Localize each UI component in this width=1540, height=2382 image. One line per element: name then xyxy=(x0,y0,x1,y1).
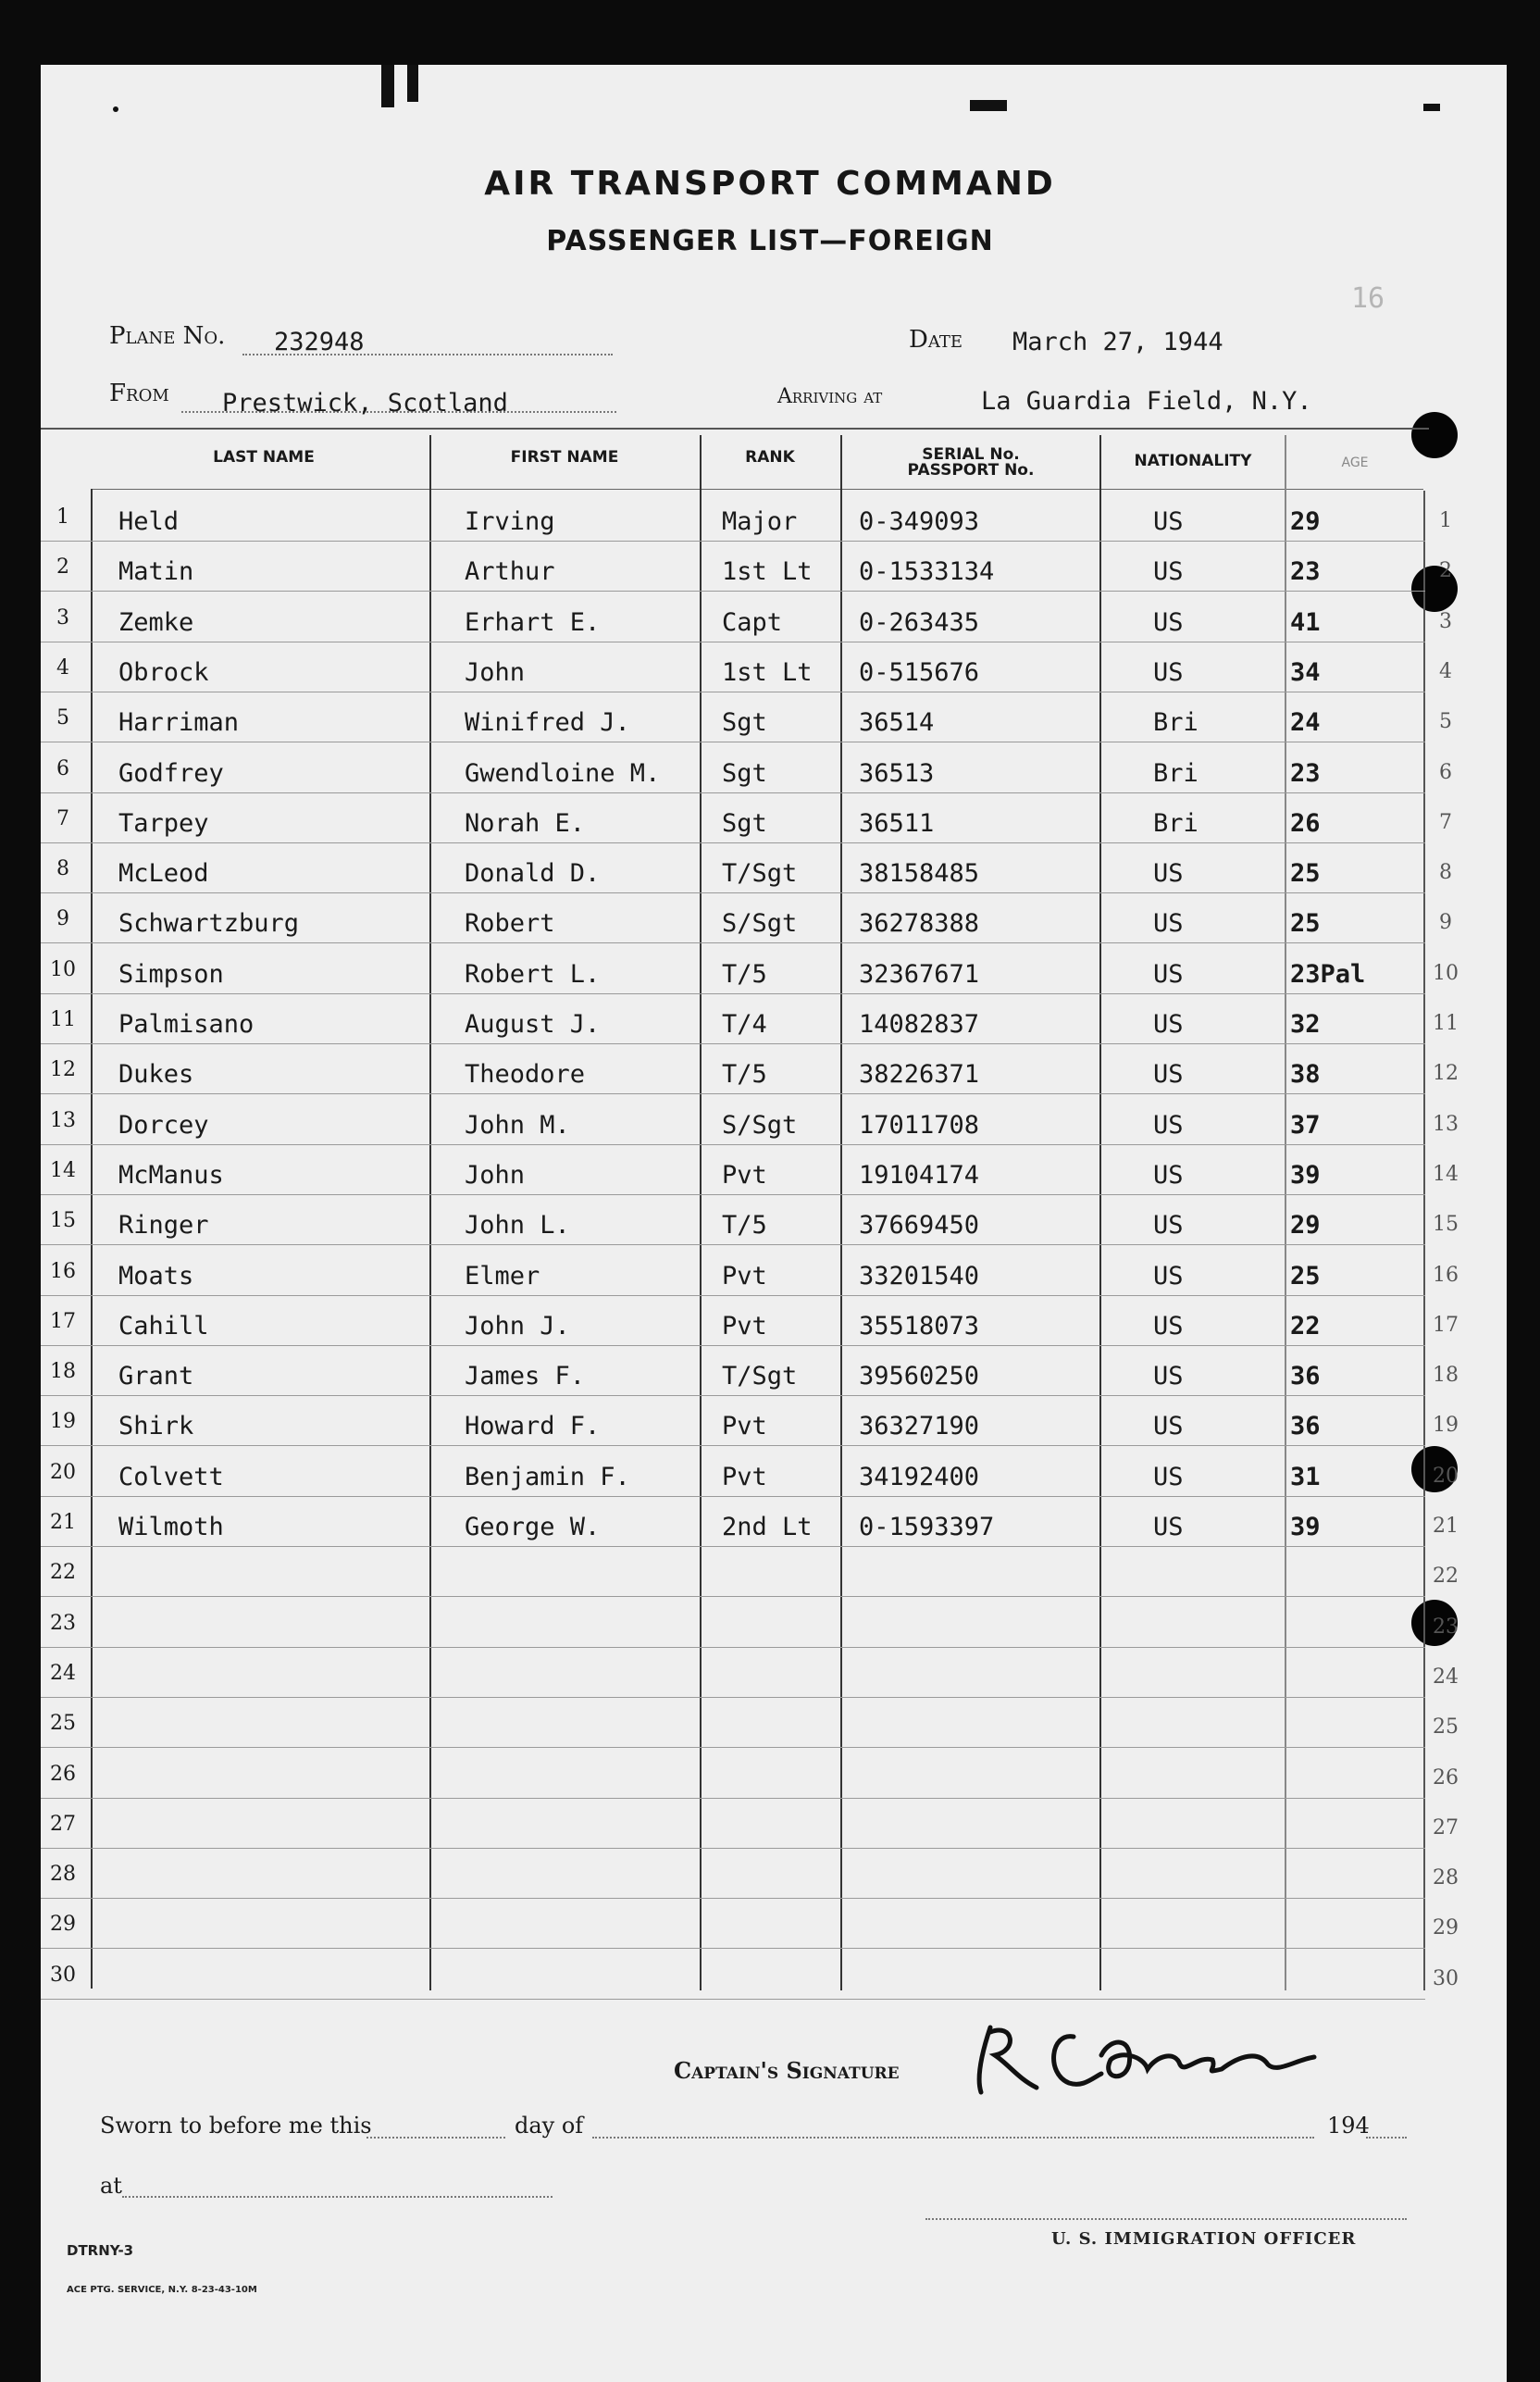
day-of-label: day of xyxy=(515,2113,584,2139)
col-divider xyxy=(1423,491,1425,1990)
last-name-cell: Dukes xyxy=(118,1060,194,1089)
serial-cell: 36514 xyxy=(859,708,935,737)
row-number-right: 22 xyxy=(1433,1565,1459,1588)
first-name-cell: James F. xyxy=(465,1362,586,1391)
age-cell: 23 xyxy=(1290,557,1321,586)
nationality-cell: US xyxy=(1153,1010,1184,1039)
row-number-right: 23 xyxy=(1433,1615,1459,1639)
col-divider xyxy=(1099,435,1101,1990)
rank-cell: S/Sgt xyxy=(722,909,798,938)
row-number-right: 15 xyxy=(1433,1213,1459,1236)
row-number-right: 16 xyxy=(1433,1264,1459,1287)
first-name-cell: Elmer xyxy=(465,1262,540,1291)
nationality-cell: US xyxy=(1153,1161,1184,1190)
serial-cell: 17011708 xyxy=(859,1111,980,1140)
row-number: 26 xyxy=(50,1763,76,1786)
row-number: 5 xyxy=(56,706,69,730)
nationality-cell: Bri xyxy=(1153,759,1198,788)
row-number-right: 5 xyxy=(1439,710,1452,733)
row-rule xyxy=(41,1747,1425,1748)
row-rule xyxy=(41,1144,1425,1145)
last-name-cell: Grant xyxy=(118,1362,194,1391)
first-name-cell: Benjamin F. xyxy=(465,1463,630,1491)
row-number-right: 10 xyxy=(1433,962,1459,985)
nationality-cell: US xyxy=(1153,909,1184,938)
age-cell: 23 xyxy=(1290,759,1321,788)
row-rule xyxy=(41,1948,1425,1949)
row-number-right: 30 xyxy=(1433,1967,1459,1990)
row-number-right: 2 xyxy=(1439,559,1452,582)
officer-signature-line xyxy=(925,2218,1407,2220)
form-subtitle: PASSENGER LIST—FOREIGN xyxy=(546,225,994,257)
nationality-cell: US xyxy=(1153,1463,1184,1491)
row-rule xyxy=(41,1697,1425,1698)
rank-cell: S/Sgt xyxy=(722,1111,798,1140)
row-number: 3 xyxy=(56,606,69,630)
col-header-last-name: LAST NAME xyxy=(213,448,315,467)
row-rule xyxy=(41,1295,1425,1296)
serial-cell: 0-349093 xyxy=(859,507,980,536)
age-cell: 37 xyxy=(1290,1111,1321,1140)
rank-cell: 2nd Lt xyxy=(722,1513,813,1541)
col-header-first-name: FIRST NAME xyxy=(510,448,619,467)
serial-cell: 38226371 xyxy=(859,1060,980,1089)
nationality-cell: Bri xyxy=(1153,708,1198,737)
row-rule xyxy=(41,1496,1425,1497)
plane-value: 232948 xyxy=(274,328,365,356)
from-label: From xyxy=(109,380,169,407)
first-name-cell: Robert L. xyxy=(465,960,601,989)
age-cell: 25 xyxy=(1290,909,1321,938)
date-label: Date xyxy=(909,326,963,354)
serial-cell: 35518073 xyxy=(859,1312,980,1341)
row-number-right: 6 xyxy=(1439,761,1452,784)
scan-mark xyxy=(970,100,1007,111)
nationality-cell: US xyxy=(1153,960,1184,989)
row-rule xyxy=(41,1647,1425,1648)
nationality-cell: US xyxy=(1153,1111,1184,1140)
scan-mark xyxy=(407,65,418,102)
row-number-right: 1 xyxy=(1439,509,1452,532)
age-cell: 32 xyxy=(1290,1010,1321,1039)
age-cell: 39 xyxy=(1290,1161,1321,1190)
row-number-right: 12 xyxy=(1433,1062,1459,1085)
row-number: 16 xyxy=(50,1260,76,1283)
first-name-cell: Gwendloine M. xyxy=(465,759,661,788)
year-prefix: 194 xyxy=(1327,2113,1370,2139)
serial-cell: 14082837 xyxy=(859,1010,980,1039)
table-top-rule xyxy=(41,428,1429,430)
age-cell: 25 xyxy=(1290,1262,1321,1291)
row-number-right: 28 xyxy=(1433,1866,1459,1889)
age-cell: 29 xyxy=(1290,1211,1321,1240)
from-value: Prestwick, Scotland xyxy=(222,389,508,418)
row-number-right: 18 xyxy=(1433,1364,1459,1387)
row-number: 18 xyxy=(50,1360,76,1383)
age-cell: 26 xyxy=(1290,809,1321,838)
rank-cell: T/5 xyxy=(722,1211,767,1240)
nationality-cell: US xyxy=(1153,658,1184,687)
rank-cell: Major xyxy=(722,507,798,536)
punch-hole xyxy=(1411,412,1458,458)
row-number: 6 xyxy=(56,757,69,780)
last-name-cell: Cahill xyxy=(118,1312,209,1341)
serial-cell: 39560250 xyxy=(859,1362,980,1391)
row-number-right: 7 xyxy=(1439,811,1452,834)
row-number: 11 xyxy=(50,1008,76,1031)
row-number: 15 xyxy=(50,1209,76,1232)
rank-cell: Sgt xyxy=(722,809,767,838)
row-number: 2 xyxy=(56,555,69,579)
header-bottom-rule xyxy=(91,489,1423,490)
row-rule xyxy=(41,1043,1425,1044)
last-name-cell: Harriman xyxy=(118,708,240,737)
rank-cell: 1st Lt xyxy=(722,557,813,586)
rank-cell: Pvt xyxy=(722,1412,767,1440)
age-cell: 23Pal xyxy=(1290,960,1366,989)
row-number: 8 xyxy=(56,857,69,880)
row-number-right: 4 xyxy=(1439,660,1452,683)
age-cell: 38 xyxy=(1290,1060,1321,1089)
scan-mark xyxy=(113,106,118,112)
serial-cell: 0-515676 xyxy=(859,658,980,687)
rank-cell: T/5 xyxy=(722,960,767,989)
last-name-cell: Colvett xyxy=(118,1463,224,1491)
first-name-cell: August J. xyxy=(465,1010,601,1039)
at-dots xyxy=(122,2196,553,2198)
serial-cell: 32367671 xyxy=(859,960,980,989)
first-name-cell: Erhart E. xyxy=(465,608,601,637)
serial-cell: 33201540 xyxy=(859,1262,980,1291)
nationality-cell: US xyxy=(1153,859,1184,888)
row-number: 13 xyxy=(50,1109,76,1132)
rank-cell: T/Sgt xyxy=(722,1362,798,1391)
row-number: 23 xyxy=(50,1612,76,1635)
nationality-cell: US xyxy=(1153,557,1184,586)
row-rule xyxy=(41,1596,1425,1597)
nationality-cell: US xyxy=(1153,1312,1184,1341)
rank-cell: Pvt xyxy=(722,1312,767,1341)
row-rule xyxy=(41,1848,1425,1849)
nationality-cell: Bri xyxy=(1153,809,1198,838)
first-name-cell: Irving xyxy=(465,507,555,536)
serial-cell: 0-1593397 xyxy=(859,1513,995,1541)
year-dots xyxy=(1366,2137,1407,2139)
first-name-cell: Howard F. xyxy=(465,1412,601,1440)
last-name-cell: Moats xyxy=(118,1262,194,1291)
last-name-cell: Zemke xyxy=(118,608,194,637)
date-value: March 27, 1944 xyxy=(1012,328,1223,356)
serial-cell: 36327190 xyxy=(859,1412,980,1440)
row-rule xyxy=(41,1194,1425,1195)
serial-cell: 36511 xyxy=(859,809,935,838)
nationality-cell: US xyxy=(1153,1513,1184,1541)
last-name-cell: Dorcey xyxy=(118,1111,209,1140)
row-number: 10 xyxy=(50,958,76,981)
serial-cell: 19104174 xyxy=(859,1161,980,1190)
row-number: 22 xyxy=(50,1561,76,1584)
first-name-cell: Robert xyxy=(465,909,555,938)
arriving-value: La Guardia Field, N.Y. xyxy=(981,387,1312,416)
first-name-cell: Theodore xyxy=(465,1060,586,1089)
age-cell: 36 xyxy=(1290,1362,1321,1391)
row-rule xyxy=(41,1345,1425,1346)
last-name-cell: Tarpey xyxy=(118,809,209,838)
row-number-right: 9 xyxy=(1439,911,1452,934)
age-cell: 29 xyxy=(1290,507,1321,536)
row-rule xyxy=(41,1445,1425,1446)
printer-line: ACE PTG. SERVICE, N.Y. 8-23-43-10M xyxy=(67,2285,257,2295)
row-rule xyxy=(41,1244,1425,1245)
row-number-right: 27 xyxy=(1433,1816,1459,1840)
last-name-cell: Held xyxy=(118,507,180,536)
nationality-cell: US xyxy=(1153,507,1184,536)
serial-cell: 0-263435 xyxy=(859,608,980,637)
first-name-cell: Norah E. xyxy=(465,809,586,838)
row-rule xyxy=(41,842,1425,843)
col-divider xyxy=(700,435,702,1990)
row-number-right: 3 xyxy=(1439,610,1452,633)
scan-mark xyxy=(381,65,394,107)
row-number: 28 xyxy=(50,1863,76,1886)
row-number-right: 17 xyxy=(1433,1314,1459,1337)
last-name-cell: Simpson xyxy=(118,960,224,989)
last-name-cell: Palmisano xyxy=(118,1010,255,1039)
row-number: 20 xyxy=(50,1461,76,1484)
last-name-cell: Obrock xyxy=(118,658,209,687)
row-rule xyxy=(41,1898,1425,1899)
row-rule xyxy=(41,1093,1425,1094)
form-code: DTRNY-3 xyxy=(67,2242,134,2259)
col-divider xyxy=(429,435,431,1990)
nationality-cell: US xyxy=(1153,1412,1184,1440)
first-name-cell: Winifred J. xyxy=(465,708,630,737)
rank-cell: Pvt xyxy=(722,1463,767,1491)
row-number: 4 xyxy=(56,656,69,680)
row-number-right: 29 xyxy=(1433,1916,1459,1939)
row-number: 25 xyxy=(50,1712,76,1735)
row-rule xyxy=(41,1546,1425,1547)
rank-cell: Sgt xyxy=(722,708,767,737)
at-label: at xyxy=(100,2173,122,2199)
serial-cell: 36278388 xyxy=(859,909,980,938)
row-number: 24 xyxy=(50,1662,76,1685)
immigration-officer-label: U. S. IMMIGRATION OFFICER xyxy=(1051,2229,1357,2249)
col-header-rank: RANK xyxy=(745,448,795,467)
serial-cell: 0-1533134 xyxy=(859,557,995,586)
nationality-cell: US xyxy=(1153,608,1184,637)
serial-cell: 37669450 xyxy=(859,1211,980,1240)
nationality-cell: US xyxy=(1153,1362,1184,1391)
nationality-cell: US xyxy=(1153,1262,1184,1291)
age-cell: 22 xyxy=(1290,1312,1321,1341)
last-name-cell: Shirk xyxy=(118,1412,194,1440)
day-of-dots xyxy=(592,2137,1314,2139)
serial-cell: 34192400 xyxy=(859,1463,980,1491)
row-rule xyxy=(41,792,1425,793)
rank-cell: T/Sgt xyxy=(722,859,798,888)
row-number-right: 24 xyxy=(1433,1665,1459,1689)
row-number-right: 11 xyxy=(1433,1012,1459,1035)
row-number-right: 19 xyxy=(1433,1414,1459,1437)
rank-cell: Capt xyxy=(722,608,783,637)
row-number: 14 xyxy=(50,1159,76,1182)
arriving-label: Arriving at xyxy=(777,385,883,408)
row-number: 1 xyxy=(56,505,69,529)
row-number: 12 xyxy=(50,1058,76,1081)
row-rule xyxy=(41,1798,1425,1799)
first-name-cell: John L. xyxy=(465,1211,570,1240)
row-number-right: 26 xyxy=(1433,1766,1459,1790)
row-number: 30 xyxy=(50,1964,76,1987)
rank-cell: T/5 xyxy=(722,1060,767,1089)
first-name-cell: George W. xyxy=(465,1513,601,1541)
first-name-cell: Donald D. xyxy=(465,859,601,888)
row-number: 21 xyxy=(50,1511,76,1534)
sworn-dots xyxy=(366,2137,505,2139)
sworn-label: Sworn to before me this xyxy=(100,2113,372,2139)
row-number: 9 xyxy=(56,907,69,930)
last-name-cell: McLeod xyxy=(118,859,209,888)
last-name-cell: Matin xyxy=(118,557,194,586)
row-number: 19 xyxy=(50,1410,76,1433)
rank-cell: Pvt xyxy=(722,1161,767,1190)
first-name-cell: Arthur xyxy=(465,557,555,586)
rank-cell: Pvt xyxy=(722,1262,767,1291)
row-rule xyxy=(41,993,1425,994)
col-header-age: AGE xyxy=(1341,455,1369,470)
row-number-right: 25 xyxy=(1433,1715,1459,1739)
nationality-cell: US xyxy=(1153,1211,1184,1240)
row-number: 29 xyxy=(50,1913,76,1936)
col-header-nationality: NATIONALITY xyxy=(1134,452,1252,470)
age-cell: 34 xyxy=(1290,658,1321,687)
col-divider xyxy=(1285,435,1286,1990)
last-name-cell: Schwartzburg xyxy=(118,909,300,938)
captain-signature-label: Captain's Signature xyxy=(674,2057,900,2084)
rank-cell: T/4 xyxy=(722,1010,767,1039)
row-rule xyxy=(41,892,1425,893)
row-number-right: 21 xyxy=(1433,1515,1459,1538)
age-cell: 25 xyxy=(1290,859,1321,888)
col-divider xyxy=(840,435,842,1990)
row-number: 7 xyxy=(56,807,69,830)
corner-stamp: 16 xyxy=(1351,282,1385,315)
last-name-cell: McManus xyxy=(118,1161,224,1190)
row-number: 27 xyxy=(50,1813,76,1836)
last-name-cell: Wilmoth xyxy=(118,1513,224,1541)
col-header-serial: SERIAL No. xyxy=(922,445,1020,464)
row-number-right: 8 xyxy=(1439,861,1452,884)
age-cell: 31 xyxy=(1290,1463,1321,1491)
row-rule xyxy=(41,1395,1425,1396)
last-name-cell: Ringer xyxy=(118,1211,209,1240)
age-cell: 41 xyxy=(1290,608,1321,637)
col-header-passport: PASSPORT No. xyxy=(907,461,1035,480)
row-number: 17 xyxy=(50,1310,76,1333)
age-cell: 39 xyxy=(1290,1513,1321,1541)
row-rule xyxy=(41,942,1425,943)
rank-cell: Sgt xyxy=(722,759,767,788)
age-cell: 24 xyxy=(1290,708,1321,737)
form-title: AIR TRANSPORT COMMAND xyxy=(484,165,1056,203)
nationality-cell: US xyxy=(1153,1060,1184,1089)
row-number-right: 20 xyxy=(1433,1465,1459,1488)
col-divider xyxy=(91,489,93,1989)
row-number-right: 13 xyxy=(1433,1113,1459,1136)
first-name-cell: John M. xyxy=(465,1111,570,1140)
serial-cell: 36513 xyxy=(859,759,935,788)
age-cell: 36 xyxy=(1290,1412,1321,1440)
row-rule xyxy=(41,591,1425,592)
first-name-cell: John J. xyxy=(465,1312,570,1341)
row-number-right: 14 xyxy=(1433,1163,1459,1186)
scan-mark xyxy=(1423,104,1440,111)
rank-cell: 1st Lt xyxy=(722,658,813,687)
first-name-cell: John xyxy=(465,1161,526,1190)
plane-label: Plane No. xyxy=(109,322,226,350)
first-name-cell: John xyxy=(465,658,526,687)
serial-cell: 38158485 xyxy=(859,859,980,888)
last-name-cell: Godfrey xyxy=(118,759,224,788)
row-rule xyxy=(41,541,1425,542)
captain-signature xyxy=(962,2000,1333,2111)
